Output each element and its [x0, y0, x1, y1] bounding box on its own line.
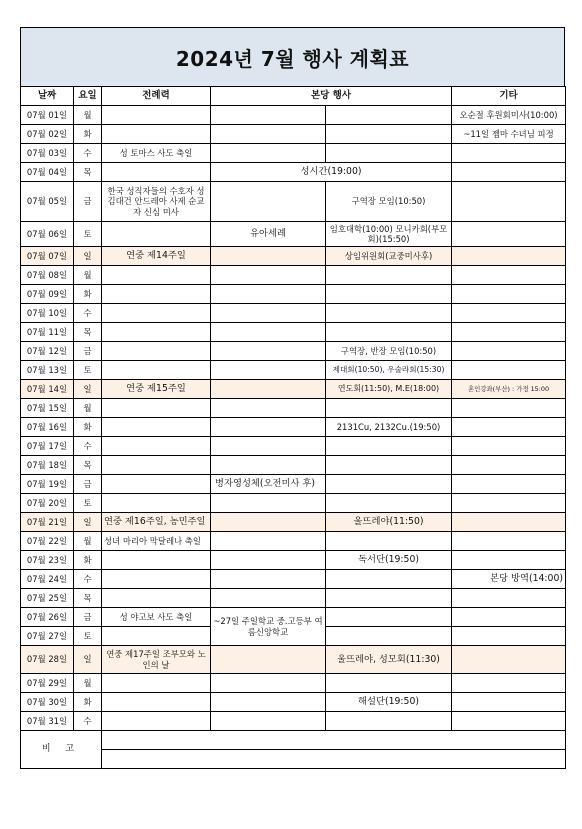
liturgy-cell [102, 342, 211, 361]
liturgy-cell [102, 399, 211, 418]
header-row [21, 87, 566, 106]
liturgy-cell [102, 125, 211, 144]
event-cell: 구역장 모임(10:50) [326, 182, 452, 222]
event-cell: 2131Cu, 2132Cu.(19:50) [326, 418, 452, 437]
date-cell: 07월 08일 [21, 266, 74, 285]
event-cell [326, 532, 452, 551]
event-cell: 제대회(10:50), 우술라회(15:30) [326, 361, 452, 380]
event-cell [326, 437, 452, 456]
event-cell: 임호대학(10:00) 모니카회(부모회)(15:50) [326, 222, 452, 247]
other-cell [452, 247, 566, 266]
date-cell: 07월 07일 [21, 247, 74, 266]
event-cell [326, 627, 452, 646]
weekday-cell: 금 [74, 342, 102, 361]
event-cell [326, 266, 452, 285]
event-cell: 연도회(11:50), M.E(18:00) [326, 380, 452, 399]
table-row [21, 513, 566, 532]
event-cell [326, 674, 452, 693]
date-cell: 07월 21일 [21, 513, 74, 532]
liturgy-cell [102, 456, 211, 475]
table-row [21, 380, 566, 399]
weekday-cell: 목 [74, 163, 102, 182]
liturgy-cell [102, 323, 211, 342]
liturgy-cell [102, 627, 211, 646]
date-cell: 07월 10일 [21, 304, 74, 323]
other-cell [452, 304, 566, 323]
table-row [21, 608, 566, 627]
liturgy-cell [102, 712, 211, 731]
weekday-cell: 토 [74, 627, 102, 646]
liturgy-cell [102, 361, 211, 380]
weekday-cell: 금 [74, 182, 102, 222]
event-cell [211, 513, 326, 532]
liturgy-cell: 한국 성직자들의 수호자 성 김대건 안드레아 사제 순교자 신심 미사 [102, 182, 211, 222]
date-cell: 07월 24일 [21, 570, 74, 589]
weekday-cell: 수 [74, 437, 102, 456]
other-cell [452, 437, 566, 456]
schedule-sheet [20, 27, 565, 769]
event-cell [211, 494, 326, 513]
header-events: 본당 행사 [211, 87, 452, 106]
other-cell [452, 285, 566, 304]
event-cell [326, 144, 452, 163]
date-cell: 07월 04일 [21, 163, 74, 182]
liturgy-cell: 성 야고보 사도 축일 [102, 608, 211, 627]
other-cell [452, 532, 566, 551]
weekday-cell: 수 [74, 144, 102, 163]
date-cell: 07월 02일 [21, 125, 74, 144]
liturgy-cell: 성 토마스 사도 축일 [102, 144, 211, 163]
event-cell [326, 712, 452, 731]
table-row [21, 712, 566, 731]
event-cell [326, 494, 452, 513]
other-cell: 본당 방역(14:00) [452, 570, 566, 589]
schedule-table [20, 86, 566, 769]
date-cell: 07월 14일 [21, 380, 74, 399]
date-cell: 07월 30일 [21, 693, 74, 712]
other-cell [452, 475, 566, 494]
date-cell: 07월 01일 [21, 106, 74, 125]
table-row [21, 222, 566, 247]
event-cell [326, 106, 452, 125]
weekday-cell: 일 [74, 513, 102, 532]
event-cell: 울뜨레야(11:50) [326, 513, 452, 532]
table-row [21, 323, 566, 342]
event-cell [211, 551, 326, 570]
other-cell: 오순절 후원회미사(10:00) [452, 106, 566, 125]
remarks-label: 비 고 [21, 731, 102, 769]
other-cell: 혼인강좌(부산) : 가정 15:00 [452, 380, 566, 399]
date-cell: 07월 03일 [21, 144, 74, 163]
other-cell [452, 693, 566, 712]
event-cell: 해설단(19:50) [326, 693, 452, 712]
weekday-cell: 목 [74, 589, 102, 608]
weekday-cell: 금 [74, 475, 102, 494]
other-cell [452, 323, 566, 342]
weekday-cell: 수 [74, 712, 102, 731]
table-row [21, 532, 566, 551]
event-cell [211, 674, 326, 693]
weekday-cell: 화 [74, 418, 102, 437]
other-cell: ~11일 젬마 수녀님 피정 [452, 125, 566, 144]
table-row [21, 125, 566, 144]
date-cell: 07월 06일 [21, 222, 74, 247]
other-cell [452, 627, 566, 646]
weekday-cell: 월 [74, 674, 102, 693]
event-cell: ~27일 주일학교 중.고등부 여름신앙학교 [211, 608, 326, 646]
event-cell [211, 323, 326, 342]
table-row [21, 361, 566, 380]
remarks-cell [102, 750, 566, 769]
date-cell: 07월 29일 [21, 674, 74, 693]
date-cell: 07월 23일 [21, 551, 74, 570]
event-cell [211, 125, 326, 144]
event-cell [211, 418, 326, 437]
event-cell: 상임위원회(교중미사후) [326, 247, 452, 266]
event-cell [326, 589, 452, 608]
other-cell [452, 456, 566, 475]
table-row [21, 570, 566, 589]
liturgy-cell [102, 437, 211, 456]
date-cell: 07월 26일 [21, 608, 74, 627]
table-row [21, 437, 566, 456]
event-cell [211, 182, 326, 222]
weekday-cell: 일 [74, 247, 102, 266]
weekday-cell: 목 [74, 323, 102, 342]
other-cell [452, 418, 566, 437]
liturgy-cell [102, 266, 211, 285]
weekday-cell: 토 [74, 361, 102, 380]
liturgy-cell: 연중 제14주일 [102, 247, 211, 266]
weekday-cell: 수 [74, 304, 102, 323]
date-cell: 07월 05일 [21, 182, 74, 222]
date-cell: 07월 19일 [21, 475, 74, 494]
table-row [21, 418, 566, 437]
other-cell [452, 589, 566, 608]
table-row [21, 674, 566, 693]
liturgy-cell [102, 475, 211, 494]
date-cell: 07월 11일 [21, 323, 74, 342]
other-cell [452, 182, 566, 222]
table-row [21, 304, 566, 323]
table-row [21, 182, 566, 222]
date-cell: 07월 18일 [21, 456, 74, 475]
other-cell [452, 551, 566, 570]
other-cell [452, 399, 566, 418]
weekday-cell: 월 [74, 266, 102, 285]
table-row [21, 342, 566, 361]
event-cell [211, 570, 326, 589]
liturgy-cell [102, 693, 211, 712]
table-row [21, 106, 566, 125]
table-row [21, 551, 566, 570]
header-date: 날짜 [21, 87, 74, 106]
event-cell [211, 342, 326, 361]
remarks-row [21, 731, 566, 750]
event-cell [211, 247, 326, 266]
event-cell [211, 304, 326, 323]
date-cell: 07월 09일 [21, 285, 74, 304]
weekday-cell: 금 [74, 608, 102, 627]
other-cell [452, 513, 566, 532]
other-cell [452, 712, 566, 731]
date-cell: 07월 13일 [21, 361, 74, 380]
event-cell [326, 125, 452, 144]
other-cell [452, 674, 566, 693]
date-cell: 07월 12일 [21, 342, 74, 361]
table-row [21, 399, 566, 418]
weekday-cell: 토 [74, 494, 102, 513]
remarks-cell [102, 731, 566, 750]
other-cell [452, 342, 566, 361]
event-cell [211, 361, 326, 380]
event-cell [326, 475, 452, 494]
liturgy-cell [102, 222, 211, 247]
other-cell [452, 222, 566, 247]
event-cell [211, 144, 326, 163]
date-cell: 07월 16일 [21, 418, 74, 437]
event-cell: 유아세례 [211, 222, 326, 247]
event-cell [211, 399, 326, 418]
weekday-cell: 일 [74, 380, 102, 399]
event-cell [326, 399, 452, 418]
table-row [21, 247, 566, 266]
weekday-cell: 토 [74, 222, 102, 247]
weekday-cell: 화 [74, 285, 102, 304]
date-cell: 07월 25일 [21, 589, 74, 608]
date-cell: 07월 28일 [21, 646, 74, 674]
table-row [21, 646, 566, 674]
event-cell [211, 693, 326, 712]
date-cell: 07월 22일 [21, 532, 74, 551]
weekday-cell: 월 [74, 106, 102, 125]
header-other: 기타 [452, 87, 566, 106]
other-cell [452, 144, 566, 163]
liturgy-cell: 연중 제15주일 [102, 380, 211, 399]
table-row [21, 163, 566, 182]
event-cell: 병자영성체(오전미사 후) [211, 475, 326, 494]
liturgy-cell [102, 494, 211, 513]
event-cell [211, 646, 326, 674]
table-row [21, 456, 566, 475]
table-row [21, 285, 566, 304]
other-cell [452, 163, 566, 182]
date-cell: 07월 27일 [21, 627, 74, 646]
event-cell [211, 532, 326, 551]
event-cell [326, 608, 452, 627]
table-row [21, 144, 566, 163]
liturgy-cell [102, 285, 211, 304]
event-cell [211, 380, 326, 399]
liturgy-cell [102, 589, 211, 608]
event-cell [326, 456, 452, 475]
weekday-cell: 화 [74, 693, 102, 712]
other-cell [452, 608, 566, 627]
event-cell: 독서단(19:50) [326, 551, 452, 570]
event-cell [211, 712, 326, 731]
liturgy-cell [102, 418, 211, 437]
weekday-cell: 월 [74, 532, 102, 551]
weekday-cell: 수 [74, 570, 102, 589]
event-cell [326, 304, 452, 323]
other-cell [452, 266, 566, 285]
page-title: 2024년 7월 행사 계획표 [20, 27, 565, 86]
header-liturgy: 전례력 [102, 87, 211, 106]
table-row [21, 266, 566, 285]
weekday-cell: 화 [74, 551, 102, 570]
event-cell [211, 106, 326, 125]
event-cell [326, 570, 452, 589]
table-row [21, 693, 566, 712]
event-cell [211, 266, 326, 285]
liturgy-cell [102, 570, 211, 589]
other-cell [452, 646, 566, 674]
event-cell: 울뜨레야, 성모회(11:30) [326, 646, 452, 674]
weekday-cell: 화 [74, 125, 102, 144]
liturgy-cell [102, 551, 211, 570]
event-cell [211, 437, 326, 456]
other-cell [452, 361, 566, 380]
other-cell [452, 494, 566, 513]
date-cell: 07월 17일 [21, 437, 74, 456]
header-weekday: 요일 [74, 87, 102, 106]
remarks-row [21, 750, 566, 769]
event-cell [326, 323, 452, 342]
date-cell: 07월 15일 [21, 399, 74, 418]
liturgy-cell: 연중 제16주일, 농민주일 [102, 513, 211, 532]
date-cell: 07월 31일 [21, 712, 74, 731]
liturgy-cell [102, 163, 211, 182]
table-row [21, 475, 566, 494]
liturgy-cell [102, 106, 211, 125]
date-cell: 07월 20일 [21, 494, 74, 513]
table-row [21, 589, 566, 608]
weekday-cell: 일 [74, 646, 102, 674]
event-cell [326, 285, 452, 304]
weekday-cell: 월 [74, 399, 102, 418]
weekday-cell: 목 [74, 456, 102, 475]
liturgy-cell [102, 304, 211, 323]
event-cell: 구역장, 반장 모임(10:50) [326, 342, 452, 361]
table-row [21, 494, 566, 513]
event-cell [211, 589, 326, 608]
liturgy-cell [102, 674, 211, 693]
liturgy-cell: 성녀 마리아 막달레나 축일 [102, 532, 211, 551]
event-cell: 성시간(19:00) [211, 163, 452, 182]
liturgy-cell: 연중 제17주일 조부모와 노인의 날 [102, 646, 211, 674]
event-cell [211, 456, 326, 475]
event-cell [211, 285, 326, 304]
